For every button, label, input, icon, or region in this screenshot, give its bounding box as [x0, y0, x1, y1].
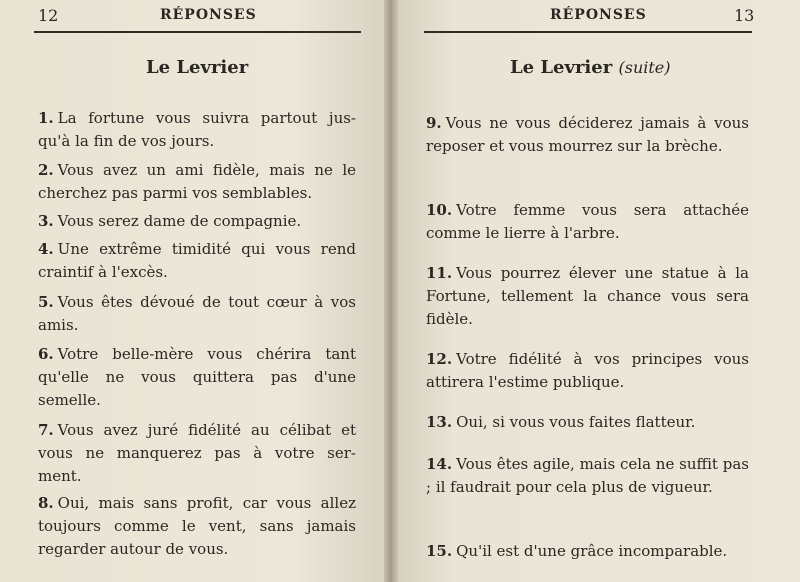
answer-item	[38, 419, 356, 488]
answer-item	[38, 343, 356, 412]
answer-item	[38, 291, 356, 337]
answer-text: Une extrême timidité qui vous rend craintif à l'excès.	[38, 240, 356, 281]
answer-item	[38, 159, 356, 205]
answer-text: Qu'il est d'une grâce incomparable.	[456, 542, 728, 560]
answer-text: Vous êtes agile, mais cela ne suffit pas ; il faudrait pour cela plus de vigueur.	[426, 455, 749, 496]
answer-text: La fortune vous suivra partout jus- qu'à la fin de vos jours.	[38, 109, 356, 150]
answer-item	[426, 348, 749, 394]
answer-number: 11.	[426, 264, 453, 282]
answer-item	[426, 199, 749, 245]
answer-text: Vous pourrez élever une statue à la Fortune, tellement la chance vous sera fidèle.	[426, 264, 749, 328]
answer-item	[38, 210, 356, 233]
answer-number: 6.	[38, 345, 54, 363]
answer-number: 13.	[426, 413, 453, 431]
answer-text: Votre belle-mère vous chérira tant qu'elle ne vous quittera pas d'une semelle.	[38, 345, 356, 409]
page-number: 12	[38, 6, 59, 25]
left-page	[0, 0, 386, 582]
answer-text: Vous avez un ami fidèle, mais ne le cherchez pas parmi vos semblables.	[38, 161, 356, 202]
answer-number: 9.	[426, 114, 442, 132]
answer-text: Vous avez juré fidélité au célibat et vous ne manquerez pas à votre ser- ment.	[38, 421, 356, 485]
answer-text: Vous ne vous déciderez jamais à vous reposer et vous mourrez sur la brèche.	[426, 114, 749, 155]
page-title-text: Le Levrier	[510, 57, 613, 78]
answer-number: 10.	[426, 201, 453, 219]
answer-number: 1.	[38, 109, 54, 127]
answer-text: Votre fidélité à vos principes vous attirera l'estime publique.	[426, 350, 749, 391]
running-head: RÉPONSES	[550, 7, 647, 23]
answer-number: 5.	[38, 293, 54, 311]
answer-item	[38, 492, 356, 561]
answer-item	[426, 540, 749, 563]
page-title: Le Levrier	[146, 57, 249, 78]
right-page	[398, 0, 800, 582]
header-rule	[34, 31, 361, 33]
answer-number: 14.	[426, 455, 453, 473]
answer-number: 8.	[38, 494, 54, 512]
answer-number: 3.	[38, 212, 54, 230]
answer-item	[426, 262, 749, 331]
header-rule	[424, 31, 752, 33]
answer-number: 7.	[38, 421, 54, 439]
running-head: RÉPONSES	[160, 7, 257, 23]
answer-text: Vous serez dame de compagnie.	[57, 212, 302, 230]
answer-number: 15.	[426, 542, 453, 560]
answer-item	[38, 238, 356, 284]
answer-text: Votre femme vous sera attachée comme le lierre à l'arbre.	[426, 201, 749, 242]
page-title-suffix: (suite)	[618, 58, 671, 77]
answer-text: Oui, si vous vous faites flatteur.	[456, 413, 696, 431]
answer-item	[426, 112, 749, 158]
answer-text: Oui, mais sans profit, car vous allez toujours comme le vent, sans jamais regarder autour de vous.	[38, 494, 356, 558]
page-number: 13	[734, 6, 755, 25]
answer-number: 4.	[38, 240, 54, 258]
answer-item	[38, 107, 356, 153]
page-title	[510, 57, 671, 78]
answer-number: 2.	[38, 161, 54, 179]
answer-number: 12.	[426, 350, 453, 368]
answer-item	[426, 411, 749, 434]
answer-text: Vous êtes dévoué de tout cœur à vos amis.	[38, 293, 356, 334]
answer-item	[426, 453, 749, 499]
